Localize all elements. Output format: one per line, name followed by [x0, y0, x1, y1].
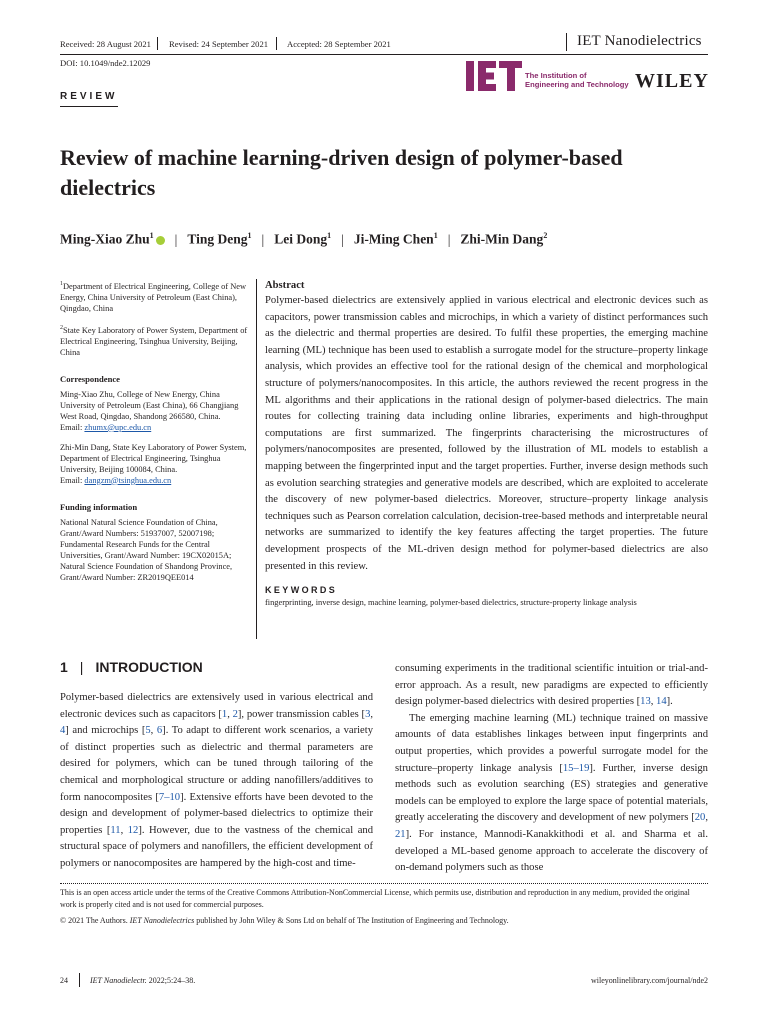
author-separator: |: [447, 231, 451, 247]
abstract-divider: [256, 279, 257, 639]
author-affiliation: 1: [149, 231, 154, 240]
header-rule: [60, 54, 708, 55]
citation-link[interactable]: 5: [145, 725, 151, 737]
sidebar: [60, 279, 248, 592]
footer-divider: [79, 973, 80, 987]
citation-link[interactable]: 4: [60, 725, 66, 737]
author-name[interactable]: Ting Deng: [187, 231, 248, 247]
header-divider: [566, 33, 567, 51]
footer-rule: [60, 883, 708, 885]
author-affiliation: 1: [433, 231, 438, 240]
author-name[interactable]: Lei Dong: [274, 231, 328, 247]
abstract-heading: Abstract: [265, 280, 305, 291]
author-separator: |: [261, 231, 265, 247]
iet-line1: The Institution of: [525, 71, 587, 80]
review-rule: [60, 106, 118, 107]
body-column-right: [395, 661, 708, 877]
citation-link[interactable]: 21: [395, 828, 406, 840]
correspondence-1: Ming-Xiao Zhu, College of New Energy, China University of Petroleum (East China), 66 Changjiang West Road, Qingdao, Shandong 266580, China. Email: zhumx@upc.edu.cn: [60, 389, 239, 432]
correspondence-heading: Correspondence: [60, 373, 120, 384]
article-type: REVIEW: [60, 91, 118, 102]
abstract: [265, 278, 708, 607]
citation: IET Nanodielectr. 2022;5:24–38.: [90, 976, 196, 985]
citation-link[interactable]: 7–10: [158, 791, 181, 803]
citation-link[interactable]: 13: [640, 696, 651, 708]
citation-link[interactable]: 20: [694, 812, 706, 824]
paragraph: Polymer-based dielectrics are extensively used in various electrical and electronic devices such as capacitors [1, 2], power transmission cables [3, 4] and microchips [5, 6]. To adapt to different work scenarios, a variety of distinct properties such as dielectric and thermal parameters are desired for polymers, which can be tuned through tailoring of the chemical and morphological structure or adding nanofillers/additives to form nanocomposites [7–10]. Extensive efforts have been devoted to the design and development of polymer-based dielectrics to optimize their properties [11, 12]. However, due to the vastness of the chemical and structural space of polymers and nanofillers, the efficient development of polymers or nanocomposites are hampered by the high-cost and time-: [60, 692, 374, 869]
citation-link[interactable]: 1: [221, 708, 228, 720]
paragraph: consuming experiments in the traditional scientific intuition or trial-and-error approach. As a result, new paradigms are expected to efficiently design polymer-based dielectrics with desired properties [13, 14].: [395, 663, 708, 708]
author-affiliation: 1: [327, 231, 332, 240]
section-separator: |: [79, 659, 84, 675]
author-name[interactable]: Zhi-Min Dang: [460, 231, 544, 247]
iet-wordmark: [525, 71, 629, 89]
orcid-icon[interactable]: [156, 236, 165, 245]
author-affiliation: 1: [247, 231, 252, 240]
email-link[interactable]: dangzm@tsinghua.edu.cn: [84, 475, 172, 485]
header-divider: [276, 37, 277, 50]
citation-link[interactable]: 2: [232, 708, 238, 720]
iet-logo-mark: [466, 61, 522, 91]
journal-name: IET Nanodielectrics: [577, 33, 702, 49]
citation-link[interactable]: 11: [110, 824, 121, 836]
section-heading: [60, 659, 203, 675]
affiliation-1: $^1$Department of Electrical Engineering, College of New Energy, China University of Petroleum (East China), Qingdao, China: [60, 281, 247, 313]
journal-url[interactable]: wileyonlinelibrary.com/journal/nde2: [590, 976, 708, 985]
copyright-notice: © 2021 The Authors. IET Nanodielectrics published by John Wiley & Sons Ltd on behalf of The Institution of Engineering and Technology.: [60, 916, 509, 925]
author-name[interactable]: Ming-Xiao Zhu: [60, 231, 150, 247]
paragraph: The emerging machine learning (ML) technique trained on massive amounts of data establishes linkages between input fingerprints and output properties, which provides a powerful surrogate model for the structure–property linkage analysis [15–19]. Further, inverse design methods such as evolution searching (ES) strategies and generative models can be employed to explore the large space of potential materials, greatly accelerating the discovery and development of new polymers [20, 21]. For instance, Mannodi-Kanakkithodi et al. and Sharma et al. developed a ML-based genome approach to accelerate the discovery of on-demand polymers such as those: [395, 712, 708, 874]
article-title: Review of machine learning-driven design of polymer-based dielectrics: [60, 145, 623, 200]
body-column-left: [60, 690, 373, 873]
citation-link[interactable]: 15–19: [562, 762, 590, 774]
revised-date: Revised: 24 September 2021: [169, 39, 269, 49]
correspondence-2: Zhi-Min Dang, State Key Laboratory of Power System, Department of Electrical Engineering, Tsinghua University, Beijing 100084, China. Email: dangzm@tsinghua.edu.cn: [60, 442, 247, 485]
affiliation-2: $^2$State Key Laboratory of Power System, Department of Electrical Engineering, Tsinghua University, Beijing, China: [60, 324, 248, 357]
section-number: 1: [60, 659, 68, 675]
citation-link[interactable]: 6: [156, 725, 163, 737]
email-link[interactable]: zhumx@upc.edu.cn: [84, 422, 152, 432]
abstract-text: Polymer-based dielectrics are extensively applied in various electrical and electronic devices such as capacitors, power transmission cables and microchips, in which a variety of distinct performances such as the dielectric and thermal properties are desired. To fulfil these properties, the emerging machine learning (ML) technique has been used to establish a surrogate model for the structure–property linkage analysis, which provides an effective tool for the rational design of the chemical and morphological structure of polymers/nanocomposites. In this article, the authors reviewed the recent progress in the ML algorithms and their applications in the rational design of polymer-based dielectrics. The main routes for collecting training data including online libraries, experiments and high-throughput computations are first summarized. The fingerprints characterising the microstructures of polymers/nanocomposites are presented, followed by the illustration of ML models to establish a mapping between the fingerprinted input and the target properties. Further, inverse design methods such as evolution searching strategies and generative models are described, which are exploited to accelerate the discovery of new polymer-based dielectrics. Moreover, structure–property linkage analysis techniques such as Pearson correlation calculation, decision-tree-based methods and interpretable neural networks are summarized to identify the key features affecting the target properties. The future development prospects of the ML-driven design method for polymer-based dielectrics are also presented in this review.: [265, 295, 708, 572]
author-affiliation: 2: [543, 231, 548, 240]
section-title: INTRODUCTION: [95, 659, 203, 675]
received-date: Received: 28 August 2021: [60, 39, 151, 49]
iet-logo: [466, 61, 522, 91]
funding-heading: Funding information: [60, 501, 138, 512]
author-separator: |: [341, 231, 344, 247]
page-number: 24: [60, 976, 68, 985]
citation-link[interactable]: 3: [365, 708, 371, 720]
header-divider: [157, 37, 158, 50]
wiley-logo: WILEY: [635, 70, 709, 92]
author-separator: |: [174, 231, 178, 247]
doi[interactable]: DOI: 10.1049/nde2.12029: [60, 58, 151, 68]
iet-line2: Engineering and Technology: [525, 80, 629, 89]
citation-link[interactable]: 12: [127, 824, 139, 836]
license-notice: This is an open access article under the terms of the Creative Commons Attribution-NonCommercial License, which permits use, distribution and reproduction in any medium, provided the original work is properly cited and is not used for commercial purposes.: [60, 888, 690, 909]
funding-text: National Natural Science Foundation of China, Grant/Award Numbers: 51937007, 52007198; Fundamental Research Funds for the Central Universities, Grant/Award Number: 19CX02015A; Natural Science Foundation of Shandong Province, Grant/Award Number: ZR2019QEE014: [60, 517, 233, 582]
citation-link[interactable]: 14: [656, 696, 667, 708]
accepted-date: Accepted: 28 September 2021: [287, 39, 391, 49]
author-name[interactable]: Ji-Ming Chen: [353, 231, 434, 247]
keywords-heading: KEYWORDS: [265, 585, 338, 596]
author-list: [60, 231, 547, 248]
keywords-list: fingerprinting, inverse design, machine learning, polymer-based dielectrics, structure-property linkage analysis: [265, 598, 637, 608]
